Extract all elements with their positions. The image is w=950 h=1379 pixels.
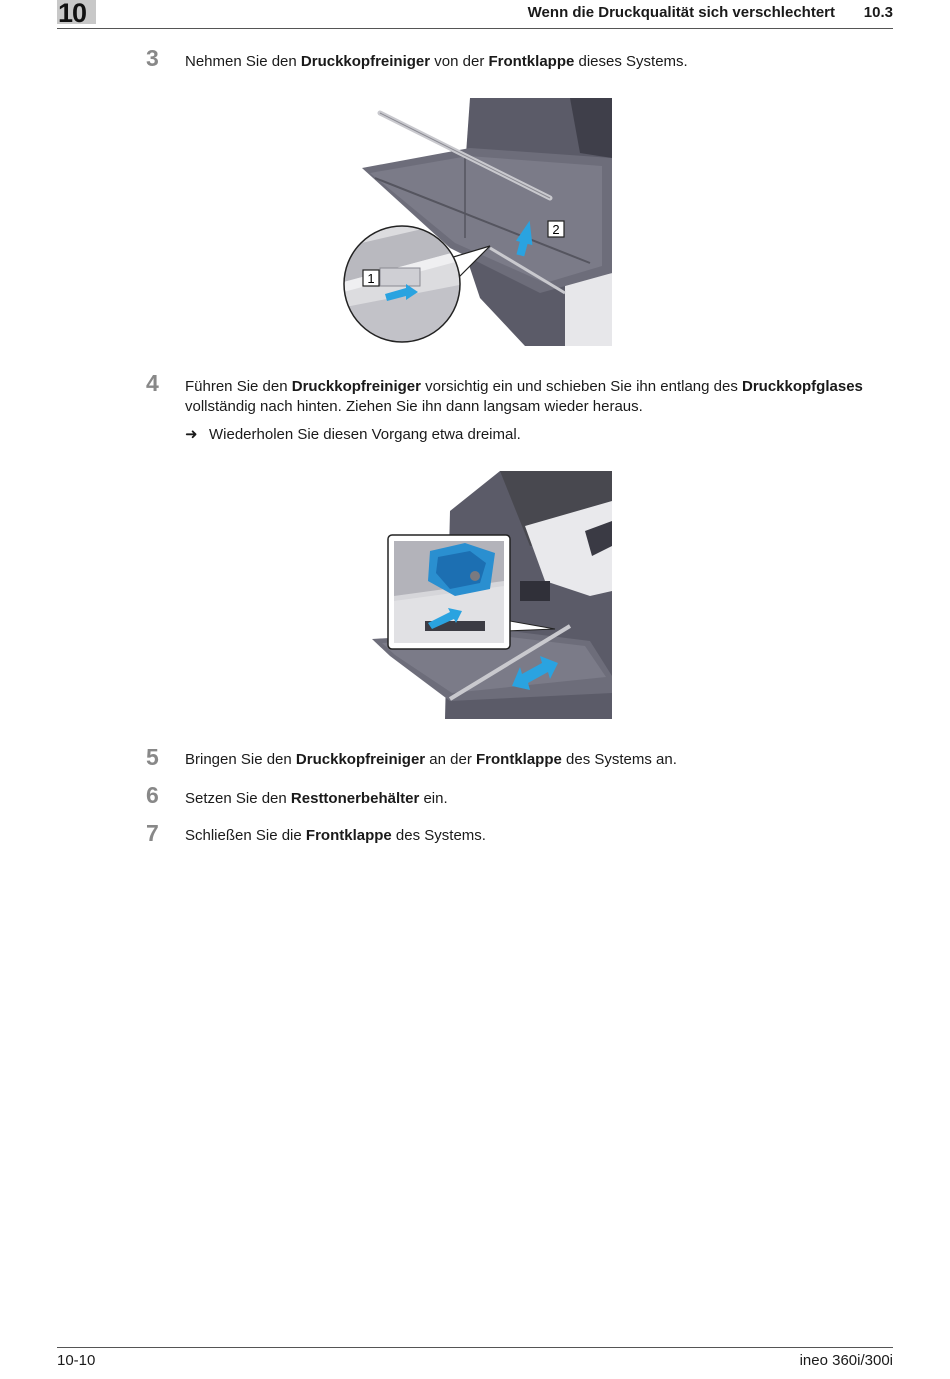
arrow-right-icon: ➜ xyxy=(185,426,198,443)
step-text-run: vorsichtig ein und schieben Sie ihn entlang des xyxy=(420,378,742,395)
step-text xyxy=(185,377,895,416)
step-text-run: Setzen Sie den xyxy=(185,790,291,807)
step-text-run: Führen Sie den xyxy=(185,378,292,395)
figure-clean-glass xyxy=(370,471,612,719)
step-number: 4 xyxy=(146,370,159,396)
footer-divider xyxy=(57,1347,893,1348)
emphasized-term: Druckkopfreiniger xyxy=(295,751,426,768)
step-number: 6 xyxy=(146,782,159,808)
step-number: 7 xyxy=(146,820,159,846)
figure-remove-cleaner xyxy=(340,98,612,346)
step-text-run: Bringen Sie den xyxy=(185,751,296,768)
callout-1-label: 1 xyxy=(367,271,375,286)
emphasized-term: Frontklappe xyxy=(305,827,392,844)
step-text xyxy=(185,826,486,846)
page-title: Wenn die Druckqualität sich verschlechtert xyxy=(527,4,835,21)
emphasized-term: Resttonerbehälter xyxy=(290,790,420,807)
step-text-run: von der xyxy=(430,53,489,70)
step-number: 5 xyxy=(146,744,159,770)
product-name: ineo 360i/300i xyxy=(799,1352,893,1369)
step-text xyxy=(185,52,688,72)
emphasized-term: Frontklappe xyxy=(488,53,575,70)
step-text xyxy=(185,789,448,809)
header-divider xyxy=(57,28,893,29)
step-text-run: an der xyxy=(425,751,476,768)
result-item xyxy=(185,425,521,443)
emphasized-term: Frontklappe xyxy=(476,751,562,768)
chapter-number: 10 xyxy=(58,0,87,28)
step-text-run: Nehmen Sie den xyxy=(185,53,301,70)
step-text-run: ein. xyxy=(419,790,448,807)
callout-2-label: 2 xyxy=(552,222,560,237)
section-number: 10.3 xyxy=(863,4,893,21)
emphasized-term: Druckkopfglases xyxy=(742,378,863,395)
step-text-run: dieses Systems. xyxy=(574,53,688,70)
step-text xyxy=(185,750,677,770)
emphasized-term: Druckkopfreiniger xyxy=(300,53,431,70)
step-text-run: des Systems an. xyxy=(561,751,677,768)
step-text-run: Schließen Sie die xyxy=(185,827,306,844)
result-text: Wiederholen Sie diesen Vorgang etwa dreimal. xyxy=(209,426,521,443)
page-number: 10-10 xyxy=(57,1352,96,1369)
step-text-run: vollständig nach hinten. Ziehen Sie ihn dann langsam wieder heraus. xyxy=(185,397,643,415)
step-text-run: des Systems. xyxy=(391,827,486,844)
step-number: 3 xyxy=(146,45,159,71)
emphasized-term: Druckkopfreiniger xyxy=(291,378,421,395)
